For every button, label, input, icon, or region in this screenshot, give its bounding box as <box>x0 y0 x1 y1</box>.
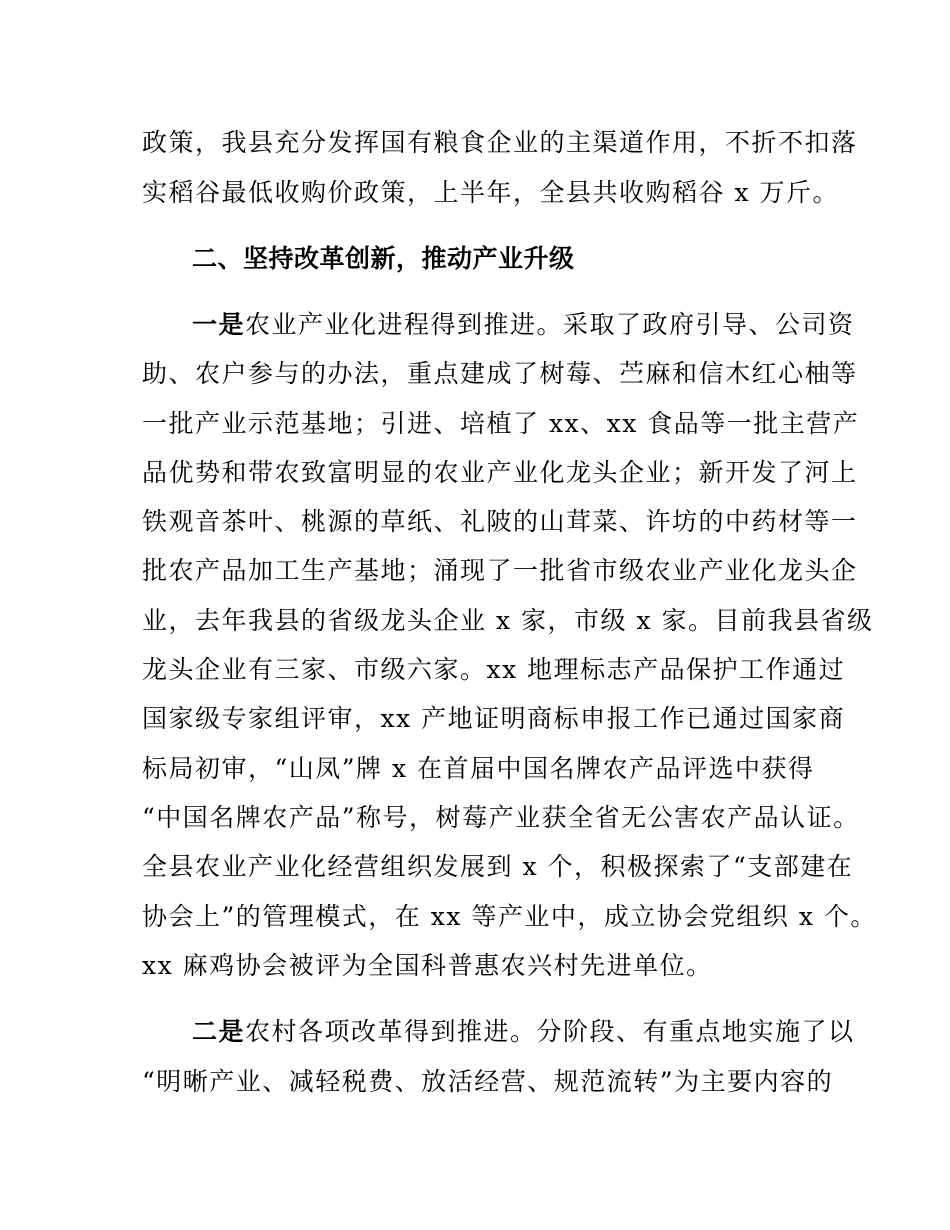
paragraph-2-line-11: “中国名牌农产品”称号，树莓产业获全省无公害农产品认证。 <box>142 803 860 832</box>
paragraph-2-line-5: 铁观音茶叶、桃源的草纸、礼陂的山茸菜、许坊的中药材等一 <box>142 507 858 536</box>
paragraph-2-lead: 一是 <box>192 310 246 339</box>
paragraph-3-line-1-text: 农村各项改革得到推进。分阶段、有重点地实施了以 <box>245 1017 855 1046</box>
paragraph-2-line-14: xx 麻鸡协会被评为全国科普惠农兴村先进单位。 <box>142 951 713 980</box>
paragraph-3-line-2: “明晰产业、减轻税费、放活经营、规范流转”为主要内容的 <box>142 1067 834 1096</box>
paragraph-2-line-12: 全县农业产业化经营组织发展到 x 个，积极探索了“支部建在 <box>142 852 854 881</box>
paragraph-2-line-2: 助、农户参与的办法，重点建成了树莓、苎麻和信木红心柚等 <box>142 359 858 388</box>
paragraph-3-lead: 二是 <box>192 1017 246 1046</box>
paragraph-2-line-9: 国家级专家组评审，xx 产地证明商标申报工作已通过国家商 <box>142 704 846 733</box>
paragraph-1-line-1: 政策，我县充分发挥国有粮食企业的主渠道作用，不折不扣落 <box>142 128 858 157</box>
paragraph-2-line-4: 品优势和带农致富明显的农业产业化龙头企业；新开发了河上 <box>142 458 858 487</box>
paragraph-2-line-8: 龙头企业有三家、市级六家。xx 地理标志产品保护工作通过 <box>142 655 846 684</box>
paragraph-2-line-1-text: 农业产业化进程得到推进。采取了政府引导、公司资 <box>245 310 855 339</box>
paragraph-2-line-13: 协会上”的管理模式，在 xx 等产业中，成立协会党组织 x 个。 <box>142 902 877 931</box>
paragraph-2-line-3: 一批产业示范基地；引进、培植了 xx、xx 食品等一批主营产 <box>142 409 860 438</box>
paragraph-2-line-10: 标局初审，“山凤”牌 x 在首届中国名牌农产品评选中获得 <box>142 754 815 783</box>
paragraph-2-line-7: 业，去年我县的省级龙头企业 x 家，市级 x 家。目前我县省级 <box>142 606 874 635</box>
paragraph-1-line-2: 实稻谷最低收购价政策，上半年，全县共收购稻谷 x 万斤。 <box>142 178 839 207</box>
paragraph-2-line-1 <box>192 308 855 342</box>
paragraph-2-line-6: 批农产品加工生产基地；涌现了一批省市级农业产业化龙头企 <box>142 556 858 585</box>
section-heading-2: 二、坚持改革创新，推动产业升级 <box>192 244 575 273</box>
paragraph-3-line-1 <box>192 1015 855 1049</box>
